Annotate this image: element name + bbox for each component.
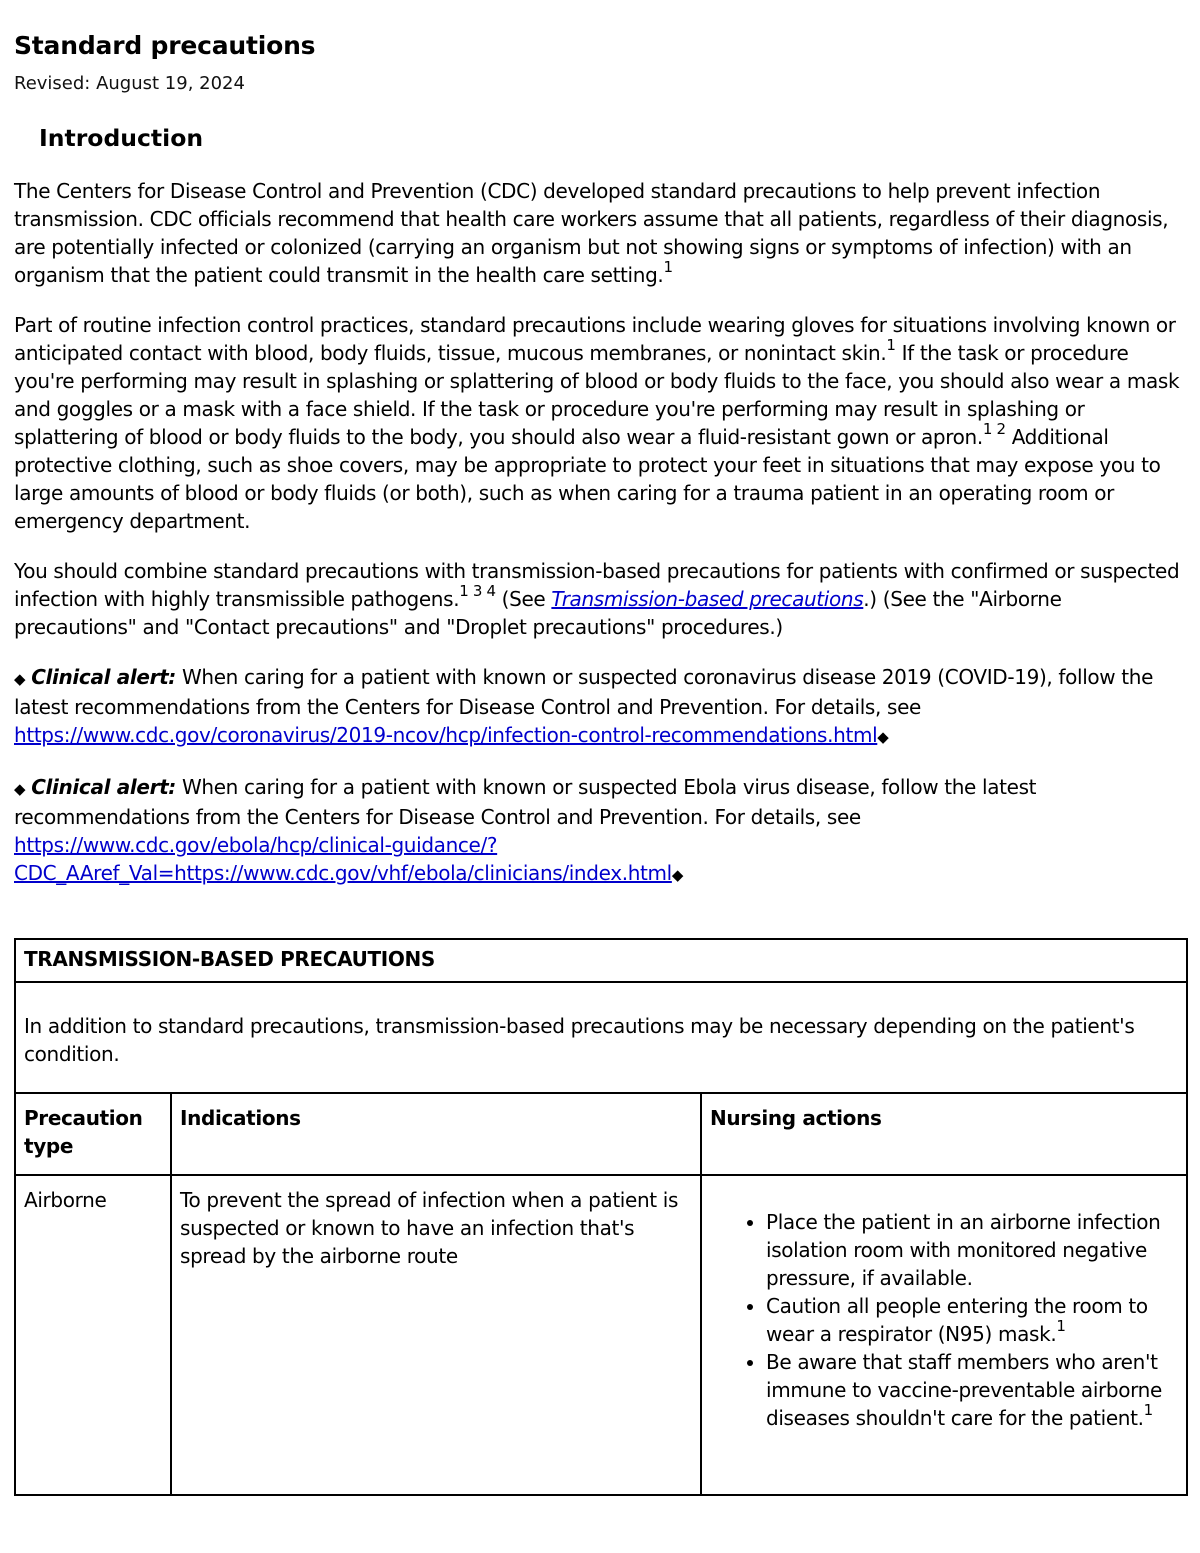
- clinical-alert-label: Clinical alert:: [31, 775, 176, 799]
- alert-text: When caring for a patient with known or suspected Ebola virus disease, follow the latest recommendations from the Centers for Disease Control and Prevention. For details, see: [14, 775, 1037, 829]
- transmission-based-precautions-table: [14, 938, 1188, 1496]
- cdc-ebola-link-line-1: https://www.cdc.gov/ebola/hcp/clinical-guidance/?: [14, 833, 498, 857]
- paragraph-text: .) (See the "Airborne precautions" and "Contact precautions" and "Droplet precautions" procedures.): [14, 587, 1062, 639]
- intro-paragraph-1: [14, 177, 1186, 289]
- table-row: [15, 1175, 1187, 1495]
- clinical-alert-ebola: [14, 773, 1186, 889]
- action-text: Be aware that staff members who aren't immune to vaccine-preventable airborne diseases shouldn't care for the patient.: [766, 1350, 1162, 1430]
- diamond-icon: ◆: [671, 866, 684, 884]
- reference-marker[interactable]: 1: [663, 258, 673, 276]
- paragraph-text: (See: [495, 587, 552, 611]
- reference-marker[interactable]: 1: [1143, 1401, 1153, 1419]
- reference-marker[interactable]: 1: [886, 336, 896, 354]
- action-text: Place the patient in an airborne infection isolation room with monitored negative pressure, if available.: [766, 1210, 1161, 1290]
- nursing-actions-list: [710, 1208, 1178, 1432]
- cdc-ebola-link[interactable]: [14, 833, 672, 885]
- clinical-alert-covid: [14, 663, 1186, 751]
- diamond-icon: ◆: [14, 780, 26, 798]
- list-item: [766, 1208, 1178, 1292]
- cdc-covid-link[interactable]: https://www.cdc.gov/coronavirus/2019-ncov/hcp/infection-control-recommendations.html: [14, 723, 878, 747]
- paragraph-text: You should combine standard precautions with transmission-based precautions for patients with confirmed or suspected infection with highly transmissible pathogens.: [14, 559, 1180, 611]
- nursing-actions-cell: [701, 1175, 1187, 1495]
- column-header-indications: Indications: [171, 1093, 701, 1175]
- intro-paragraph-2: [14, 311, 1186, 535]
- revised-date: Revised: August 19, 2024: [14, 73, 245, 94]
- transmission-based-precautions-link[interactable]: Transmission-based precautions: [551, 587, 864, 611]
- diamond-icon: ◆: [14, 670, 26, 688]
- list-item: [766, 1348, 1178, 1432]
- reference-marker[interactable]: 1 3 4: [459, 582, 496, 600]
- list-item: [766, 1292, 1178, 1348]
- indications-cell: To prevent the spread of infection when a patient is suspected or known to have an infection that's spread by the airborne route: [171, 1175, 701, 1495]
- action-text: Caution all people entering the room to wear a respirator (N95) mask.: [766, 1294, 1148, 1346]
- column-header-precaution-type: Precaution type: [15, 1093, 171, 1175]
- diamond-icon: ◆: [877, 728, 889, 746]
- paragraph-text: Part of routine infection control practices, standard precautions include wearing gloves for situations involving known or anticipated contact with blood, body fluids, tissue, mucous membranes, or nonintact skin.: [14, 313, 1176, 365]
- cdc-ebola-link-line-2: CDC_AAref_Val=https://www.cdc.gov/vhf/ebola/clinicians/index.html: [14, 861, 672, 885]
- clinical-alert-label: Clinical alert:: [31, 665, 176, 689]
- paragraph-text: The Centers for Disease Control and Prevention (CDC) developed standard precautions to help prevent infection transmission. CDC officials recommend that health care workers assume that all patients, regardless of their diagnosis, are potentially infected or colonized (carrying an organism but not showing signs or symptoms of infection) with an organism that the patient could transmit in the health care setting.: [14, 179, 1169, 287]
- reference-marker[interactable]: 1 2: [982, 420, 1006, 438]
- intro-paragraph-3: [14, 557, 1186, 641]
- introduction-heading: Introduction: [39, 124, 204, 152]
- page-title: Standard precautions: [14, 31, 316, 60]
- column-header-nursing-actions: Nursing actions: [701, 1093, 1187, 1175]
- alert-text: When caring for a patient with known or suspected coronavirus disease 2019 (COVID-19), follow the latest recommendations from the Centers for Disease Control and Prevention. For details, see: [14, 665, 1154, 719]
- reference-marker[interactable]: 1: [1056, 1317, 1066, 1335]
- table-title: TRANSMISSION-BASED PRECAUTIONS: [15, 939, 1187, 982]
- precaution-type-cell: Airborne: [15, 1175, 171, 1495]
- table-intro: In addition to standard precautions, transmission-based precautions may be necessary depending on the patient's condition.: [15, 982, 1187, 1093]
- paragraph-text: If the task or procedure you're performing may result in splashing or splattering of blood or body fluids to the face, you should also wear a mask and goggles or a mask with a face shield. If the task or procedure you're performing may result in splashing or splattering of blood or body fluids to the body, you should also wear a fluid-resistant gown or apron.: [14, 341, 1180, 449]
- paragraph-text: Additional protective clothing, such as shoe covers, may be appropriate to protect your feet in situations that may expose you to large amounts of blood or body fluids (or both), such as when caring for a trauma patient in an operating room or emergency department.: [14, 425, 1161, 533]
